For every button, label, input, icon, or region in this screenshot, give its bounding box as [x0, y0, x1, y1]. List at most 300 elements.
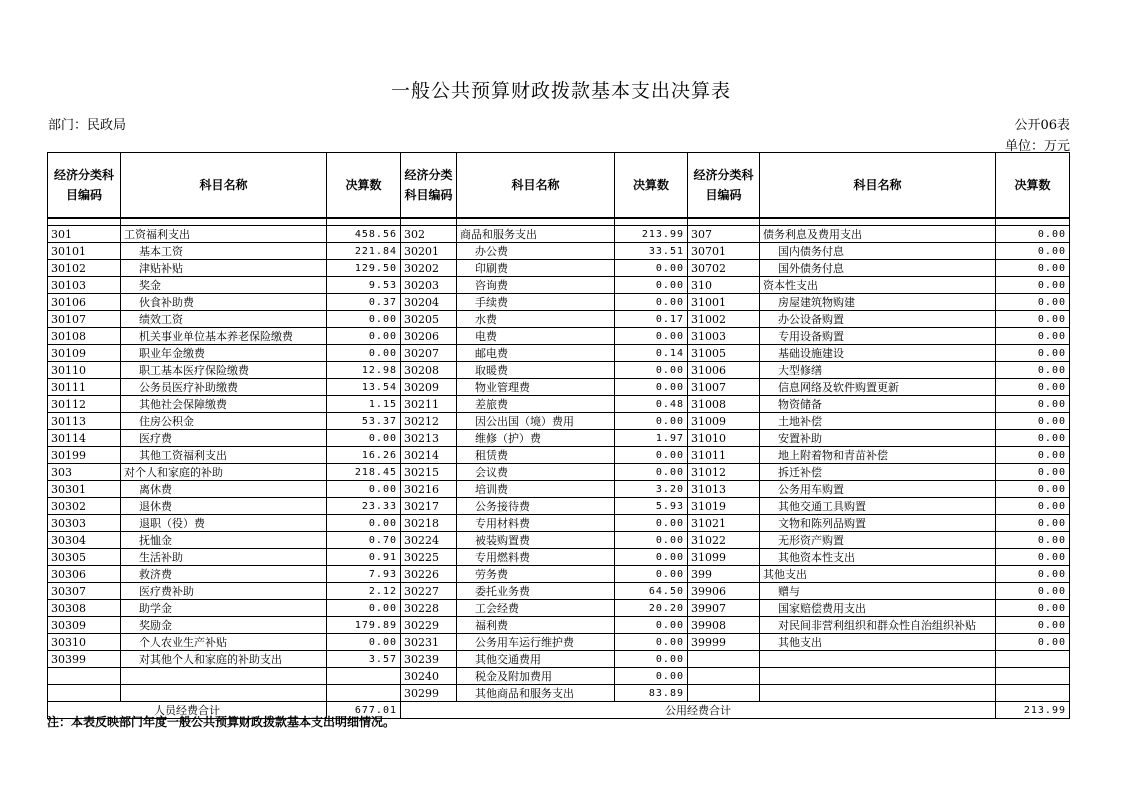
code-cell: [688, 668, 760, 685]
table-row: [48, 396, 1070, 413]
code-cell: 30214: [401, 447, 457, 464]
amount-cell: 0.00: [996, 413, 1070, 430]
code-cell: 30301: [48, 481, 121, 498]
amount-cell: 0.00: [996, 583, 1070, 600]
amount-cell: 7.93: [327, 566, 401, 583]
header-code-3: 经济分类科目编码: [688, 153, 760, 219]
subject-name-cell: 水费: [457, 311, 615, 328]
amount-cell: 0.00: [615, 260, 688, 277]
subject-name-cell: 取暖费: [457, 362, 615, 379]
subject-name-cell: 对个人和家庭的补助: [121, 464, 327, 481]
amount-cell: 0.00: [996, 549, 1070, 566]
subject-name-cell: 安置补助: [760, 430, 996, 447]
code-cell: 31005: [688, 345, 760, 362]
amount-cell: 0.48: [615, 396, 688, 413]
subject-name-cell: 其他工资福利支出: [121, 447, 327, 464]
amount-cell: 20.20: [615, 600, 688, 617]
header-name-1: 科目名称: [121, 153, 327, 219]
code-cell: 30109: [48, 345, 121, 362]
subject-name-cell: 医疗费: [121, 430, 327, 447]
amount-cell: 0.00: [615, 464, 688, 481]
code-cell: 30208: [401, 362, 457, 379]
code-cell: 30213: [401, 430, 457, 447]
amount-cell: 33.51: [615, 243, 688, 260]
subject-name-cell: 专用材料费: [457, 515, 615, 532]
amount-cell: 12.98: [327, 362, 401, 379]
code-cell: 31013: [688, 481, 760, 498]
subject-name-cell: 对其他个人和家庭的补助支出: [121, 651, 327, 668]
subject-name-cell: 公务用车运行维护费: [457, 634, 615, 651]
report-title: 一般公共预算财政拨款基本支出决算表: [390, 80, 731, 102]
amount-cell: 0.00: [327, 345, 401, 362]
amount-cell: 0.00: [996, 379, 1070, 396]
subject-name-cell: [121, 685, 327, 702]
code-cell: 30229: [401, 617, 457, 634]
amount-cell: 0.00: [996, 617, 1070, 634]
code-cell: 30204: [401, 294, 457, 311]
amount-cell: 0.00: [615, 532, 688, 549]
subject-name-cell: 基本工资: [121, 243, 327, 260]
table-row: [48, 413, 1070, 430]
subject-name-cell: 公务员医疗补助缴费: [121, 379, 327, 396]
subject-name-cell: 房屋建筑物购建: [760, 294, 996, 311]
code-cell: 31010: [688, 430, 760, 447]
table-row: [48, 345, 1070, 362]
amount-cell: [996, 668, 1070, 685]
amount-cell: 0.00: [615, 668, 688, 685]
subject-name-cell: 劳务费: [457, 566, 615, 583]
separator-cell: [457, 218, 615, 226]
separator-cell: [48, 218, 121, 226]
subject-name-cell: 文物和陈列品购置: [760, 515, 996, 532]
amount-cell: 0.00: [615, 617, 688, 634]
header-amount-1: 决算数: [327, 153, 401, 219]
amount-cell: 0.00: [615, 566, 688, 583]
subject-name-cell: 助学金: [121, 600, 327, 617]
code-cell: 39907: [688, 600, 760, 617]
amount-cell: 0.00: [996, 515, 1070, 532]
subject-name-cell: 其他商品和服务支出: [457, 685, 615, 702]
table-row: [48, 464, 1070, 481]
code-cell: [48, 668, 121, 685]
amount-cell: 0.00: [996, 430, 1070, 447]
code-cell: 31019: [688, 498, 760, 515]
code-cell: 302: [401, 226, 457, 243]
amount-cell: 0.00: [996, 328, 1070, 345]
subject-name-cell: 办公设备购置: [760, 311, 996, 328]
amount-cell: 0.00: [615, 379, 688, 396]
separator-cell: [615, 218, 688, 226]
code-cell: 30211: [401, 396, 457, 413]
department-label: 部门：民政局: [48, 118, 127, 133]
code-cell: 30702: [688, 260, 760, 277]
code-cell: 30113: [48, 413, 121, 430]
code-cell: 31022: [688, 532, 760, 549]
table-row: [48, 294, 1070, 311]
subject-name-cell: 救济费: [121, 566, 327, 583]
amount-cell: 0.00: [327, 430, 401, 447]
public-total-amount: 213.99: [996, 702, 1070, 719]
code-cell: 30217: [401, 498, 457, 515]
code-cell: 31003: [688, 328, 760, 345]
subject-name-cell: 福利费: [457, 617, 615, 634]
amount-cell: 0.00: [615, 651, 688, 668]
amount-cell: 0.00: [327, 481, 401, 498]
expenditure-table: [47, 152, 1070, 719]
table-row: [48, 566, 1070, 583]
amount-cell: 3.20: [615, 481, 688, 498]
amount-cell: 0.00: [327, 515, 401, 532]
header-separator: [48, 218, 1070, 226]
header-name-2: 科目名称: [457, 153, 615, 219]
amount-cell: 0.00: [327, 311, 401, 328]
code-cell: 30302: [48, 498, 121, 515]
code-cell: 30202: [401, 260, 457, 277]
amount-cell: 2.12: [327, 583, 401, 600]
table-row: [48, 617, 1070, 634]
amount-cell: 0.14: [615, 345, 688, 362]
code-cell: 30299: [401, 685, 457, 702]
amount-cell: 0.00: [615, 515, 688, 532]
subject-name-cell: 信息网络及软件购置更新: [760, 379, 996, 396]
code-cell: 30215: [401, 464, 457, 481]
header-name-3: 科目名称: [760, 153, 996, 219]
code-cell: 30310: [48, 634, 121, 651]
code-cell: 30216: [401, 481, 457, 498]
header-code-2: 经济分类科目编码: [401, 153, 457, 219]
code-cell: 30226: [401, 566, 457, 583]
code-cell: 30111: [48, 379, 121, 396]
code-cell: 31007: [688, 379, 760, 396]
code-cell: 30205: [401, 311, 457, 328]
subject-name-cell: 大型修缮: [760, 362, 996, 379]
amount-cell: 0.00: [996, 311, 1070, 328]
amount-cell: 0.00: [615, 294, 688, 311]
amount-cell: 0.00: [327, 328, 401, 345]
subject-name-cell: 住房公积金: [121, 413, 327, 430]
amount-cell: 23.33: [327, 498, 401, 515]
amount-cell: 0.00: [327, 600, 401, 617]
amount-cell: 0.00: [996, 345, 1070, 362]
code-cell: [688, 651, 760, 668]
amount-cell: 0.91: [327, 549, 401, 566]
amount-cell: 64.50: [615, 583, 688, 600]
amount-cell: 0.70: [327, 532, 401, 549]
table-row: [48, 379, 1070, 396]
subject-name-cell: 会议费: [457, 464, 615, 481]
code-cell: 399: [688, 566, 760, 583]
subject-name-cell: 机关事业单位基本养老保险缴费: [121, 328, 327, 345]
code-cell: 31011: [688, 447, 760, 464]
amount-cell: 0.00: [615, 328, 688, 345]
subject-name-cell: 债务利息及费用支出: [760, 226, 996, 243]
amount-cell: 221.84: [327, 243, 401, 260]
amount-cell: 9.53: [327, 277, 401, 294]
subject-name-cell: 公务用车购置: [760, 481, 996, 498]
table-row: [48, 498, 1070, 515]
code-cell: 30306: [48, 566, 121, 583]
subject-name-cell: 退职（役）费: [121, 515, 327, 532]
form-number: 公开06表: [1014, 118, 1070, 133]
amount-cell: [327, 685, 401, 702]
code-cell: 39908: [688, 617, 760, 634]
subject-name-cell: [760, 685, 996, 702]
amount-cell: 3.57: [327, 651, 401, 668]
amount-cell: 0.00: [996, 634, 1070, 651]
subject-name-cell: 国外债务付息: [760, 260, 996, 277]
subject-name-cell: 伙食补助费: [121, 294, 327, 311]
code-cell: 30239: [401, 651, 457, 668]
amount-cell: 0.00: [996, 226, 1070, 243]
amount-cell: 0.00: [615, 413, 688, 430]
amount-cell: [996, 685, 1070, 702]
code-cell: [48, 685, 121, 702]
amount-cell: 179.89: [327, 617, 401, 634]
table-note: 注：本表反映部门年度一般公共预算财政拨款基本支出明细情况。: [47, 715, 396, 729]
code-cell: 31009: [688, 413, 760, 430]
separator-cell: [688, 218, 760, 226]
code-cell: 30103: [48, 277, 121, 294]
code-cell: 39999: [688, 634, 760, 651]
amount-cell: 0.00: [615, 362, 688, 379]
code-cell: 31021: [688, 515, 760, 532]
code-cell: 30110: [48, 362, 121, 379]
code-cell: 30240: [401, 668, 457, 685]
amount-cell: 0.00: [615, 277, 688, 294]
table-row: [48, 549, 1070, 566]
subject-name-cell: 差旅费: [457, 396, 615, 413]
amount-cell: 0.00: [996, 277, 1070, 294]
table-row: [48, 515, 1070, 532]
amount-cell: [327, 668, 401, 685]
amount-cell: 5.93: [615, 498, 688, 515]
code-cell: 31099: [688, 549, 760, 566]
code-cell: 30309: [48, 617, 121, 634]
code-cell: 30303: [48, 515, 121, 532]
subject-name-cell: 咨询费: [457, 277, 615, 294]
subject-name-cell: [760, 651, 996, 668]
table-row: [48, 600, 1070, 617]
subject-name-cell: 抚恤金: [121, 532, 327, 549]
subject-name-cell: 土地补偿: [760, 413, 996, 430]
table-row: [48, 447, 1070, 464]
code-cell: 30201: [401, 243, 457, 260]
subject-name-cell: [760, 668, 996, 685]
subject-name-cell: 专用设备购置: [760, 328, 996, 345]
subject-name-cell: 离休费: [121, 481, 327, 498]
subject-name-cell: 委托业务费: [457, 583, 615, 600]
subject-name-cell: 印刷费: [457, 260, 615, 277]
amount-cell: 0.00: [996, 447, 1070, 464]
subject-name-cell: 个人农业生产补贴: [121, 634, 327, 651]
amount-cell: [996, 651, 1070, 668]
code-cell: 30399: [48, 651, 121, 668]
subject-name-cell: 医疗费补助: [121, 583, 327, 600]
code-cell: 30114: [48, 430, 121, 447]
subject-name-cell: 退休费: [121, 498, 327, 515]
subject-name-cell: 物资储备: [760, 396, 996, 413]
amount-cell: 218.45: [327, 464, 401, 481]
code-cell: 303: [48, 464, 121, 481]
amount-cell: 0.00: [996, 481, 1070, 498]
table-row: [48, 311, 1070, 328]
subject-name-cell: 其他交通工具购置: [760, 498, 996, 515]
subject-name-cell: 其他资本性支出: [760, 549, 996, 566]
table-row: [48, 430, 1070, 447]
header-amount-3: 决算数: [996, 153, 1070, 219]
amount-cell: 0.00: [996, 532, 1070, 549]
code-cell: 30207: [401, 345, 457, 362]
subject-name-cell: 税金及附加费用: [457, 668, 615, 685]
code-cell: 301: [48, 226, 121, 243]
subject-name-cell: 工资福利支出: [121, 226, 327, 243]
amount-cell: 213.99: [615, 226, 688, 243]
subject-name-cell: 其他支出: [760, 566, 996, 583]
subject-name-cell: 邮电费: [457, 345, 615, 362]
subject-name-cell: 培训费: [457, 481, 615, 498]
subject-name-cell: 国内债务付息: [760, 243, 996, 260]
code-cell: 30206: [401, 328, 457, 345]
code-cell: 30224: [401, 532, 457, 549]
code-cell: [688, 685, 760, 702]
subject-name-cell: 其他交通费用: [457, 651, 615, 668]
subject-name-cell: 职业年金缴费: [121, 345, 327, 362]
subject-name-cell: 工会经费: [457, 600, 615, 617]
code-cell: 30231: [401, 634, 457, 651]
code-cell: 30212: [401, 413, 457, 430]
table-row: [48, 532, 1070, 549]
code-cell: 30203: [401, 277, 457, 294]
table-row: [48, 243, 1070, 260]
header-amount-2: 决算数: [615, 153, 688, 219]
table-row: [48, 668, 1070, 685]
subject-name-cell: 维修（护）费: [457, 430, 615, 447]
code-cell: 30307: [48, 583, 121, 600]
table-row: [48, 634, 1070, 651]
amount-cell: 0.17: [615, 311, 688, 328]
amount-cell: 0.00: [996, 566, 1070, 583]
subject-name-cell: 手续费: [457, 294, 615, 311]
code-cell: 30225: [401, 549, 457, 566]
separator-cell: [121, 218, 327, 226]
table-row: [48, 651, 1070, 668]
separator-cell: [996, 218, 1070, 226]
subject-name-cell: [121, 668, 327, 685]
amount-cell: 0.00: [615, 634, 688, 651]
table-row: [48, 685, 1070, 702]
code-cell: 310: [688, 277, 760, 294]
code-cell: 31006: [688, 362, 760, 379]
amount-cell: 458.56: [327, 226, 401, 243]
subject-name-cell: 奖励金: [121, 617, 327, 634]
subject-name-cell: 生活补助: [121, 549, 327, 566]
amount-cell: 0.00: [996, 464, 1070, 481]
subject-name-cell: 资本性支出: [760, 277, 996, 294]
subject-name-cell: 其他支出: [760, 634, 996, 651]
amount-cell: 0.00: [996, 243, 1070, 260]
amount-cell: 16.26: [327, 447, 401, 464]
public-total-label: 公用经费合计: [401, 702, 996, 719]
subject-name-cell: 绩效工资: [121, 311, 327, 328]
table-row: [48, 328, 1070, 345]
amount-cell: 0.00: [996, 260, 1070, 277]
code-cell: 30106: [48, 294, 121, 311]
subject-name-cell: 职工基本医疗保险缴费: [121, 362, 327, 379]
table-row: [48, 583, 1070, 600]
code-cell: 30112: [48, 396, 121, 413]
subject-name-cell: 其他社会保障缴费: [121, 396, 327, 413]
personnel-total-label: 人员经费合计: [48, 702, 327, 719]
code-cell: 30305: [48, 549, 121, 566]
amount-cell: 83.89: [615, 685, 688, 702]
amount-cell: 0.00: [996, 294, 1070, 311]
subject-name-cell: 公务接待费: [457, 498, 615, 515]
personnel-total-amount: 677.01: [327, 702, 401, 719]
subject-name-cell: 拆迁补偿: [760, 464, 996, 481]
code-cell: 30308: [48, 600, 121, 617]
subject-name-cell: 租赁费: [457, 447, 615, 464]
code-cell: 31008: [688, 396, 760, 413]
code-cell: 30199: [48, 447, 121, 464]
code-cell: 30102: [48, 260, 121, 277]
code-cell: 39906: [688, 583, 760, 600]
code-cell: 30107: [48, 311, 121, 328]
code-cell: 307: [688, 226, 760, 243]
subject-name-cell: 无形资产购置: [760, 532, 996, 549]
table-row: [48, 362, 1070, 379]
header-row: [48, 153, 1070, 219]
amount-cell: 0.00: [996, 498, 1070, 515]
amount-cell: 13.54: [327, 379, 401, 396]
subject-name-cell: 津贴补贴: [121, 260, 327, 277]
code-cell: 30101: [48, 243, 121, 260]
subject-name-cell: 赠与: [760, 583, 996, 600]
header-code-1: 经济分类科目编码: [48, 153, 121, 219]
code-cell: 30209: [401, 379, 457, 396]
code-cell: 30701: [688, 243, 760, 260]
subject-name-cell: 专用燃料费: [457, 549, 615, 566]
subject-name-cell: 奖金: [121, 277, 327, 294]
table-row: [48, 277, 1070, 294]
subject-name-cell: 商品和服务支出: [457, 226, 615, 243]
code-cell: 31002: [688, 311, 760, 328]
amount-cell: 0.37: [327, 294, 401, 311]
table-body: [48, 226, 1070, 702]
amount-cell: 0.00: [996, 600, 1070, 617]
table-row: [48, 260, 1070, 277]
separator-cell: [327, 218, 401, 226]
subject-name-cell: 基础设施建设: [760, 345, 996, 362]
code-cell: 30218: [401, 515, 457, 532]
subject-name-cell: 被装购置费: [457, 532, 615, 549]
amount-cell: 1.97: [615, 430, 688, 447]
subject-name-cell: 国家赔偿费用支出: [760, 600, 996, 617]
subject-name-cell: 地上附着物和青苗补偿: [760, 447, 996, 464]
code-cell: 30108: [48, 328, 121, 345]
subject-name-cell: 对民间非营利组织和群众性自治组织补贴: [760, 617, 996, 634]
subject-name-cell: 物业管理费: [457, 379, 615, 396]
subject-name-cell: 电费: [457, 328, 615, 345]
unit-label: 单位：万元: [1004, 139, 1070, 154]
code-cell: 31001: [688, 294, 760, 311]
code-cell: 31012: [688, 464, 760, 481]
separator-cell: [760, 218, 996, 226]
amount-cell: 0.00: [996, 396, 1070, 413]
amount-cell: 1.15: [327, 396, 401, 413]
code-cell: 30304: [48, 532, 121, 549]
separator-cell: [401, 218, 457, 226]
amount-cell: 0.00: [996, 362, 1070, 379]
